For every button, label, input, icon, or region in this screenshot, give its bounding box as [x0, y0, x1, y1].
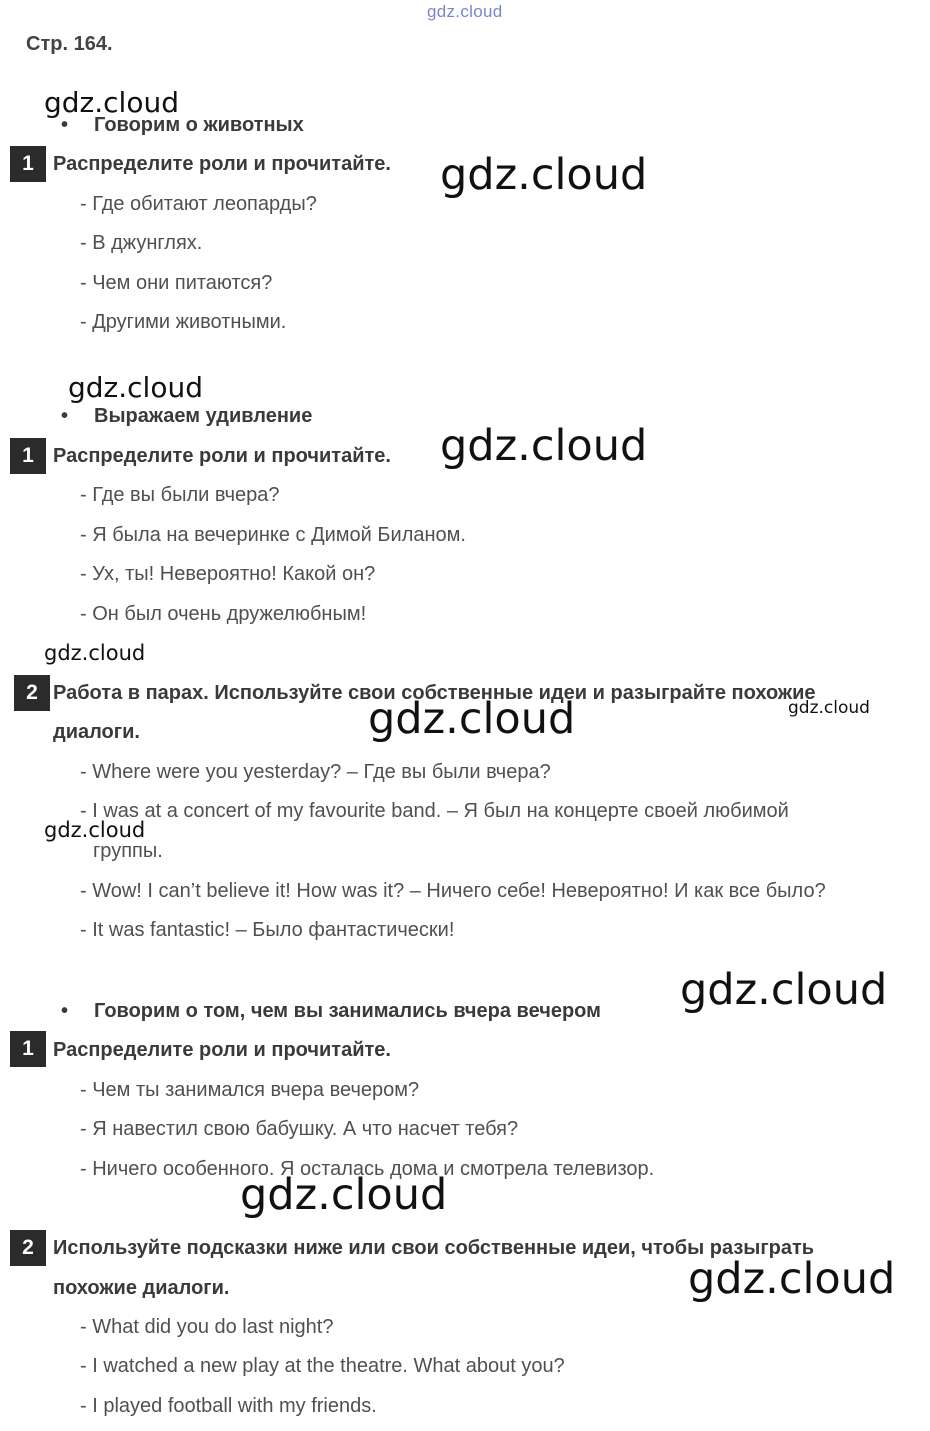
- watermark: gdz.cloud: [240, 1170, 448, 1220]
- exercise-number: 1: [10, 146, 46, 182]
- dialog-line: - Я навестил свою бабушку. А что насчет тебя?: [80, 1118, 519, 1140]
- watermark: gdz.cloud: [788, 698, 870, 718]
- topic-text: Говорим о том, чем вы занимались вчера вечером: [94, 1000, 601, 1022]
- exercise-number: 2: [10, 1230, 46, 1266]
- bullet-icon: •: [61, 1000, 69, 1022]
- page-number: Стр. 164.: [26, 33, 113, 55]
- exercise-number: 1: [10, 438, 46, 474]
- top-watermark: gdz.cloud: [427, 2, 503, 21]
- dialog-line: - Чем они питаются?: [80, 272, 273, 294]
- dialog-line: - Where were you yesterday? – Где вы были вчера?: [80, 761, 551, 783]
- section-topic: [61, 405, 313, 428]
- topic-text: Выражаем удивление: [94, 405, 313, 427]
- dialog-line: - I watched a new play at the theatre. What about you?: [80, 1355, 565, 1377]
- watermark: gdz.cloud: [680, 965, 888, 1015]
- dialog-line: - Где обитают леопарды?: [80, 193, 317, 215]
- exercise-task: Распределите роли и прочитайте.: [53, 445, 391, 467]
- bullet-icon: •: [61, 405, 69, 427]
- watermark: gdz.cloud: [688, 1254, 896, 1304]
- watermark: gdz.cloud: [44, 86, 179, 119]
- dialog-line: - Он был очень дружелюбным!: [80, 603, 367, 625]
- watermark: gdz.cloud: [68, 371, 203, 404]
- dialog-line: - Другими животными.: [80, 311, 287, 333]
- watermark: gdz.cloud: [368, 694, 576, 744]
- exercise-task-line1: Используйте подсказки ниже или свои собственные идеи, чтобы разыграть: [53, 1237, 815, 1259]
- section-topic: [61, 1000, 601, 1023]
- dialog-line: - Ничего особенного. Я осталась дома и смотрела телевизор.: [80, 1158, 655, 1180]
- watermark: gdz.cloud: [440, 150, 648, 200]
- dialog-line: - Wow! I can’t believe it! How was it? – Ничего себе! Невероятно! И как все было?: [80, 880, 826, 902]
- exercise-task-line1: Работа в парах. Используйте свои собственные идеи и разыграйте похожие: [53, 682, 816, 704]
- exercise-task: Распределите роли и прочитайте.: [53, 153, 391, 175]
- dialog-line: - Я была на вечеринке с Димой Биланом.: [80, 524, 466, 546]
- dialog-line: - What did you do last night?: [80, 1316, 334, 1338]
- dialog-line: - Чем ты занимался вчера вечером?: [80, 1079, 420, 1101]
- dialog-line: - It was fantastic! – Было фантастически!: [80, 919, 455, 941]
- exercise-task-line2: диалоги.: [53, 721, 140, 743]
- bullet-icon: •: [61, 114, 69, 136]
- exercise-task-line2: похожие диалоги.: [53, 1277, 230, 1299]
- watermark: gdz.cloud: [440, 421, 648, 471]
- dialog-line: - I played football with my friends.: [80, 1395, 377, 1417]
- topic-text: Говорим о животных: [94, 114, 304, 136]
- exercise-number: 2: [14, 675, 50, 711]
- exercise-task: Распределите роли и прочитайте.: [53, 1039, 391, 1061]
- watermark: gdz.cloud: [44, 641, 146, 665]
- dialog-line: - Ух, ты! Невероятно! Какой он?: [80, 563, 376, 585]
- exercise-number: 1: [10, 1031, 46, 1067]
- dialog-line: - В джунглях.: [80, 232, 203, 254]
- dialog-line: - Где вы были вчера?: [80, 484, 280, 506]
- dialog-line-continuation: группы.: [93, 840, 163, 862]
- watermark: gdz.cloud: [44, 818, 146, 842]
- dialog-line: - I was at a concert of my favourite band. – Я был на концерте своей любимой: [80, 800, 789, 822]
